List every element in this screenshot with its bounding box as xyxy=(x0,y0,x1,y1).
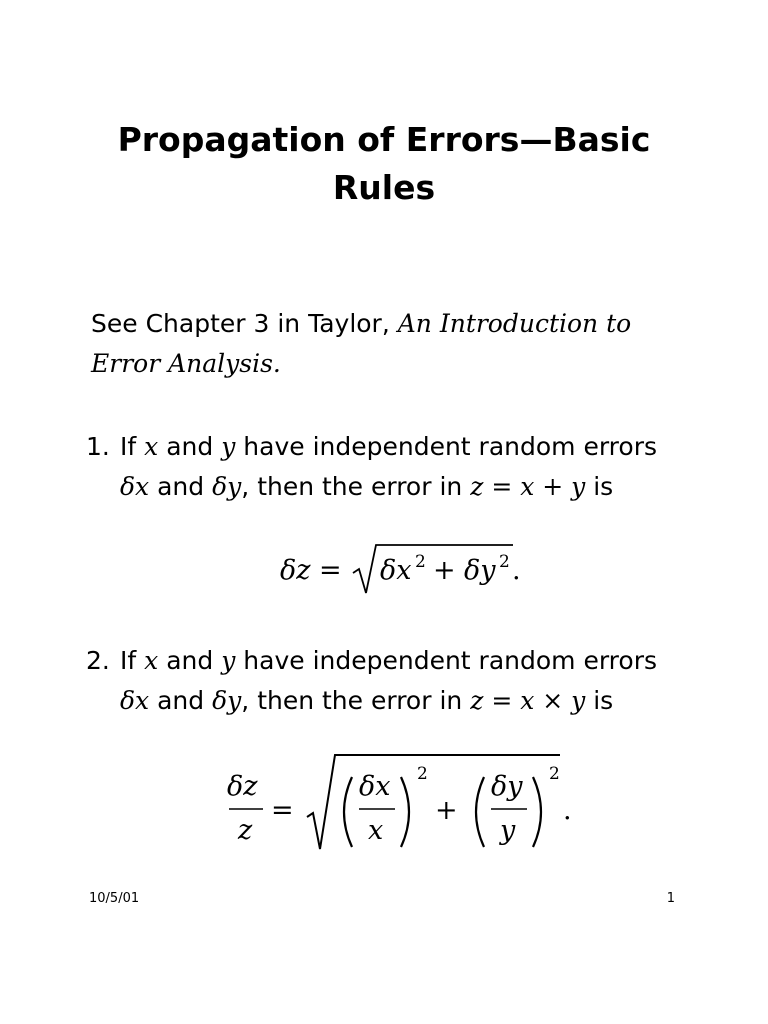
formula2-left-paren-2 xyxy=(476,777,484,847)
word-if: If xyxy=(120,646,137,675)
formula2-plus: + xyxy=(435,795,458,826)
var-x: x xyxy=(144,432,159,461)
word-and: and xyxy=(157,686,205,715)
list-item-number: 1. xyxy=(86,432,110,461)
book-title-line2: Error Analysis. xyxy=(91,349,281,378)
var-x: x xyxy=(144,646,159,675)
page-title-line1: Propagation of Errors—Basic xyxy=(117,120,651,159)
delta-x: δx xyxy=(120,686,150,715)
expr-product: z = x × y xyxy=(470,686,586,715)
formula2-right-paren-2 xyxy=(533,777,541,847)
word-if: If xyxy=(120,432,137,461)
phrase-then-error: , then the error in xyxy=(241,472,463,501)
formula1-term2: δy xyxy=(464,555,496,586)
list-item-number: 2. xyxy=(86,646,110,675)
word-is: is xyxy=(593,472,614,501)
phrase-have-errors: have independent random errors xyxy=(243,646,658,675)
intro-paragraph xyxy=(91,304,691,384)
formula1-sq1: 2 xyxy=(415,552,426,572)
page-title-line2: Rules xyxy=(332,168,436,207)
list-item-text xyxy=(120,641,696,721)
word-and: and xyxy=(157,472,205,501)
formula2-equals: = xyxy=(271,795,294,826)
var-y: y xyxy=(221,432,236,461)
footer-date: 10/5/01 xyxy=(89,891,140,906)
formula2-left-paren-1 xyxy=(344,777,352,847)
page-number: 1 xyxy=(666,891,675,906)
word-is: is xyxy=(593,686,614,715)
intro-prefix: See Chapter 3 in Taylor, xyxy=(91,309,398,338)
formula1-plus: + xyxy=(433,555,456,586)
delta-y: δy xyxy=(212,472,242,501)
formula2-frac2-numerator: δy xyxy=(491,771,523,802)
formula-sum-error xyxy=(0,535,768,605)
formula1-lhs: δz xyxy=(280,555,311,586)
formula2-right-paren-1 xyxy=(401,777,409,847)
formula-product-error xyxy=(0,745,768,860)
formula1-sq2: 2 xyxy=(499,552,510,572)
list-item-text xyxy=(120,427,696,507)
list-item-2 xyxy=(86,641,696,721)
formula2-frac2-denominator: y xyxy=(500,815,516,846)
formula2-period: . xyxy=(563,795,572,826)
phrase-then-error: , then the error in xyxy=(241,686,463,715)
word-and: and xyxy=(166,432,214,461)
formula2-sq1: 2 xyxy=(417,764,428,784)
delta-y: δy xyxy=(212,686,242,715)
var-y: y xyxy=(221,646,236,675)
formula2-frac1-denominator: x xyxy=(368,815,384,846)
phrase-have-errors: have independent random errors xyxy=(243,432,658,461)
formula1-period: . xyxy=(512,555,521,586)
formula1-term1: δx xyxy=(380,555,412,586)
formula2-lhs-numerator: δz xyxy=(227,771,258,802)
formula1-equals: = xyxy=(319,555,342,586)
word-and: and xyxy=(166,646,214,675)
expr-sum: z = x + y xyxy=(470,472,586,501)
formula2-frac1-numerator: δx xyxy=(359,771,391,802)
page-title xyxy=(0,116,768,212)
delta-x: δx xyxy=(120,472,150,501)
formula2-sq2: 2 xyxy=(549,764,560,784)
list-item-1 xyxy=(86,427,696,507)
book-title-line1: An Introduction to xyxy=(397,309,632,338)
formula2-lhs-denominator: z xyxy=(238,815,253,846)
